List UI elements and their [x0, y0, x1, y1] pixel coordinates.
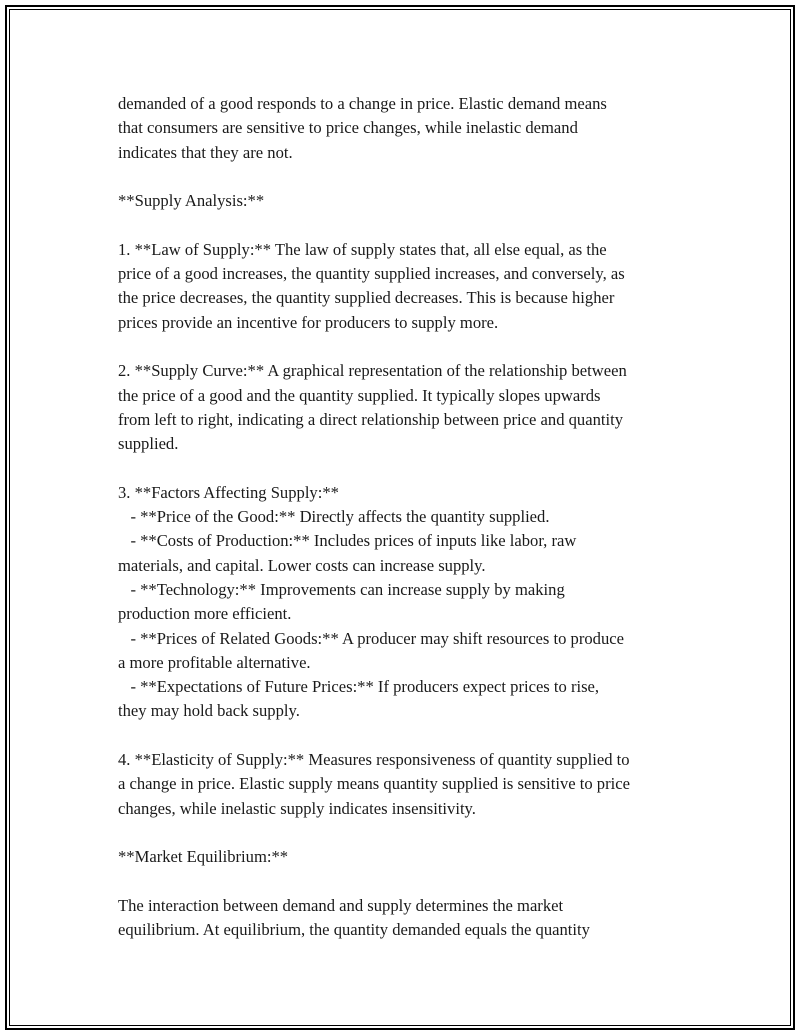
document-body: [118, 92, 718, 942]
text-line: from left to right, indicating a direct relationship between price and quantity: [118, 409, 624, 429]
text-line: demanded of a good responds to a change in price. Elastic demand means: [118, 94, 607, 113]
list-item-line: a more profitable alternative.: [118, 652, 311, 672]
text-line: The interaction between demand and supply determines the market: [118, 895, 564, 915]
list-item-line: - **Technology:** Improvements can increase supply by making: [118, 579, 565, 599]
paragraph-spacer: [118, 335, 718, 359]
paragraph-law-of-supply: [118, 238, 718, 335]
paragraph-elasticity-of-supply: [118, 748, 718, 821]
list-item-line: materials, and capital. Lower costs can increase supply.: [118, 555, 486, 575]
paragraph-spacer: [118, 165, 718, 189]
text-line: supplied.: [118, 434, 179, 454]
paragraph-spacer: [118, 213, 718, 237]
list-item-line: - **Expectations of Future Prices:** If producers expect prices to rise,: [118, 677, 600, 697]
list-item-line: - **Costs of Production:** Includes prices of inputs like labor, raw: [118, 531, 577, 551]
section-heading: **Market Equilibrium:**: [118, 847, 289, 867]
text-line: 3. **Factors Affecting Supply:**: [118, 482, 339, 502]
text-line: 4. **Elasticity of Supply:** Measures responsiveness of quantity supplied to: [118, 750, 630, 770]
paragraph-spacer: [118, 821, 718, 845]
text-line: the price decreases, the quantity supplied decreases. This is because higher: [118, 288, 615, 308]
list-item-line: - **Prices of Related Goods:** A producer may shift resources to produce: [118, 628, 624, 648]
paragraph-spacer: [118, 724, 718, 748]
paragraph-spacer: [118, 870, 718, 894]
paragraph-factors-affecting-supply: [118, 481, 718, 724]
text-line: 1. **Law of Supply:** The law of supply states that, all else equal, as the: [118, 239, 607, 259]
paragraph-demand-elasticity-end: [118, 92, 718, 165]
text-line: the price of a good and the quantity supplied. It typically slopes upwards: [118, 385, 601, 405]
text-line: changes, while inelastic supply indicates insensitivity.: [118, 798, 476, 818]
paragraph-equilibrium-intro: [118, 894, 718, 943]
paragraph-supply-curve: [118, 359, 718, 456]
paragraph-spacer: [118, 456, 718, 480]
heading-supply-analysis: [118, 189, 718, 213]
text-line: a change in price. Elastic supply means quantity supplied is sensitive to price: [118, 774, 630, 794]
section-heading: **Supply Analysis:**: [118, 191, 265, 211]
text-line: indicates that they are not.: [118, 142, 293, 162]
list-item-line: - **Price of the Good:** Directly affects the quantity supplied.: [118, 507, 550, 527]
list-item-line: they may hold back supply.: [118, 701, 300, 721]
list-item-line: production more efficient.: [118, 604, 292, 624]
heading-market-equilibrium: [118, 845, 718, 869]
text-line: price of a good increases, the quantity supplied increases, and conversely, as: [118, 264, 625, 284]
text-line: that consumers are sensitive to price changes, while inelastic demand: [118, 118, 578, 138]
text-line: 2. **Supply Curve:** A graphical representation of the relationship between: [118, 361, 627, 381]
text-line: prices provide an incentive for producers to supply more.: [118, 312, 499, 332]
text-line: equilibrium. At equilibrium, the quantity demanded equals the quantity: [118, 920, 590, 940]
